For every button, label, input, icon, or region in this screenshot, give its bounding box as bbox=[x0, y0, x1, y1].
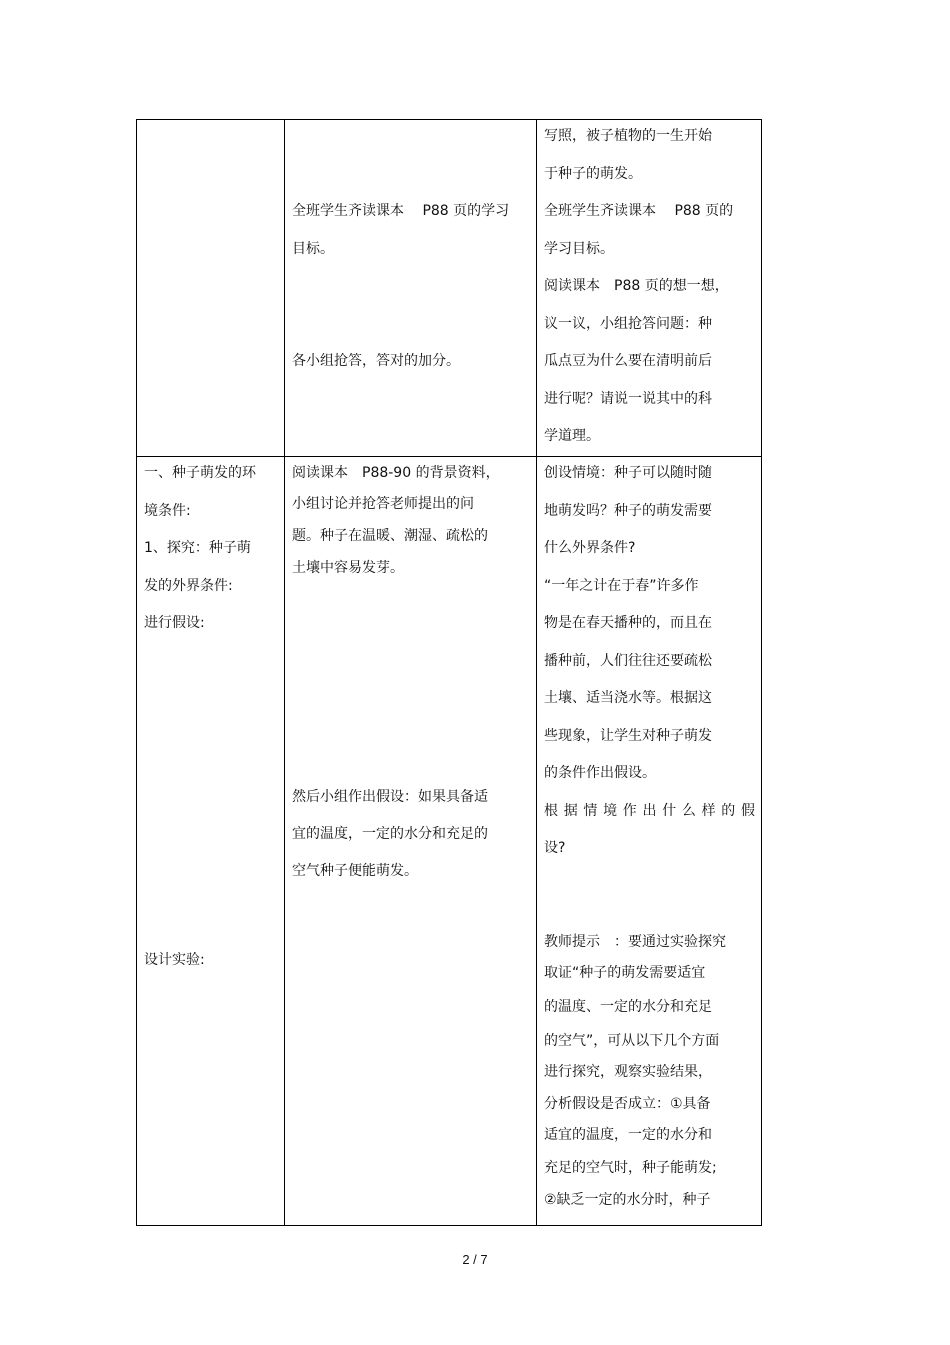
text-line: 的温度、一定的水分和充足 bbox=[544, 999, 712, 1015]
text-line: 瓜点豆为什么要在清明前后 bbox=[544, 353, 712, 369]
text-line: 的条件作出假设。 bbox=[544, 765, 656, 781]
row2-col2-cell bbox=[285, 457, 537, 1226]
text-line: 地萌发吗？种子的萌发需要 bbox=[544, 503, 712, 519]
text-line: 写照，被子植物的一生开始 bbox=[544, 128, 712, 144]
table-row bbox=[137, 457, 762, 1226]
text-line: 小组讨论并抢答老师提出的问 bbox=[292, 496, 474, 512]
text-line: 播种前，人们往往还要疏松 bbox=[544, 653, 712, 669]
text-line: 进行假设: bbox=[144, 615, 205, 631]
text-line: 些现象，让学生对种子萌发 bbox=[544, 728, 712, 744]
text-line: 土壤、适当浇水等。根据这 bbox=[544, 690, 712, 706]
text-line: 什么外界条件? bbox=[544, 540, 636, 556]
row2-col3-cell bbox=[537, 457, 762, 1226]
text-line: 教师提示 ：要通过实验探究 bbox=[544, 934, 726, 950]
row1-col1-cell bbox=[137, 120, 285, 457]
lesson-plan-table bbox=[136, 119, 762, 1226]
text-line: 阅读课本 P88-90 的背景资料， bbox=[292, 465, 500, 481]
text-line: 于种子的萌发。 bbox=[544, 166, 642, 182]
text-line: 学道理。 bbox=[544, 428, 600, 444]
text-line: 各小组抢答，答对的加分。 bbox=[292, 353, 460, 369]
text-line: 然后小组作出假设：如果具备适 bbox=[292, 789, 488, 805]
text-line: 根据情境作出什么样的假 bbox=[544, 803, 755, 819]
text-line: 一、种子萌发的环 bbox=[144, 465, 256, 481]
text-line: 进行探究，观察实验结果， bbox=[544, 1064, 712, 1080]
text-line: “一年之计在于春”许多作 bbox=[544, 578, 699, 594]
text-line: ②缺乏一定的水分时，种子 bbox=[544, 1192, 711, 1208]
text-line: 全班学生齐读课本 P88 页的 bbox=[544, 203, 734, 219]
text-line: 适宜的温度，一定的水分和 bbox=[544, 1127, 712, 1143]
text-line: 设计实验: bbox=[144, 952, 205, 968]
text-line: 阅读课本 P88 页的想一想， bbox=[544, 278, 729, 294]
text-line: 题。种子在温暖、潮湿、疏松的 bbox=[292, 528, 488, 544]
text-line: 学习目标。 bbox=[544, 241, 614, 257]
row1-col2-cell bbox=[285, 120, 537, 457]
text-line: 境条件: bbox=[144, 503, 191, 519]
page-number: 2 / 7 bbox=[462, 1252, 488, 1267]
text-line: 创设情境：种子可以随时随 bbox=[544, 465, 712, 481]
row1-col3-cell bbox=[537, 120, 762, 457]
text-line: 土壤中容易发芽。 bbox=[292, 560, 404, 576]
text-line: 宜的温度，一定的水分和充足的 bbox=[292, 826, 488, 842]
row2-col1-cell bbox=[137, 457, 285, 1226]
text-line: 进行呢？请说一说其中的科 bbox=[544, 391, 712, 407]
text-line: 空气种子便能萌发。 bbox=[292, 863, 418, 879]
text-line: 分析假设是否成立：①具备 bbox=[544, 1096, 711, 1112]
text-line: 议一议，小组抢答问题：种 bbox=[544, 316, 712, 332]
table-row bbox=[137, 120, 762, 457]
text-line: 取证“种子的萌发需要适宜 bbox=[544, 965, 706, 981]
text-line: 发的外界条件: bbox=[144, 578, 233, 594]
text-line: 目标。 bbox=[292, 241, 334, 257]
text-line: 充足的空气时，种子能萌发; bbox=[544, 1160, 717, 1176]
text-line: 1、探究：种子萌 bbox=[144, 540, 251, 556]
text-line: 设? bbox=[544, 840, 566, 856]
text-line: 物是在春天播种的，而且在 bbox=[544, 615, 712, 631]
text-line: 全班学生齐读课本 P88 页的学习 bbox=[292, 203, 510, 219]
text-line: 的空气”，可从以下几个方面 bbox=[544, 1033, 720, 1049]
